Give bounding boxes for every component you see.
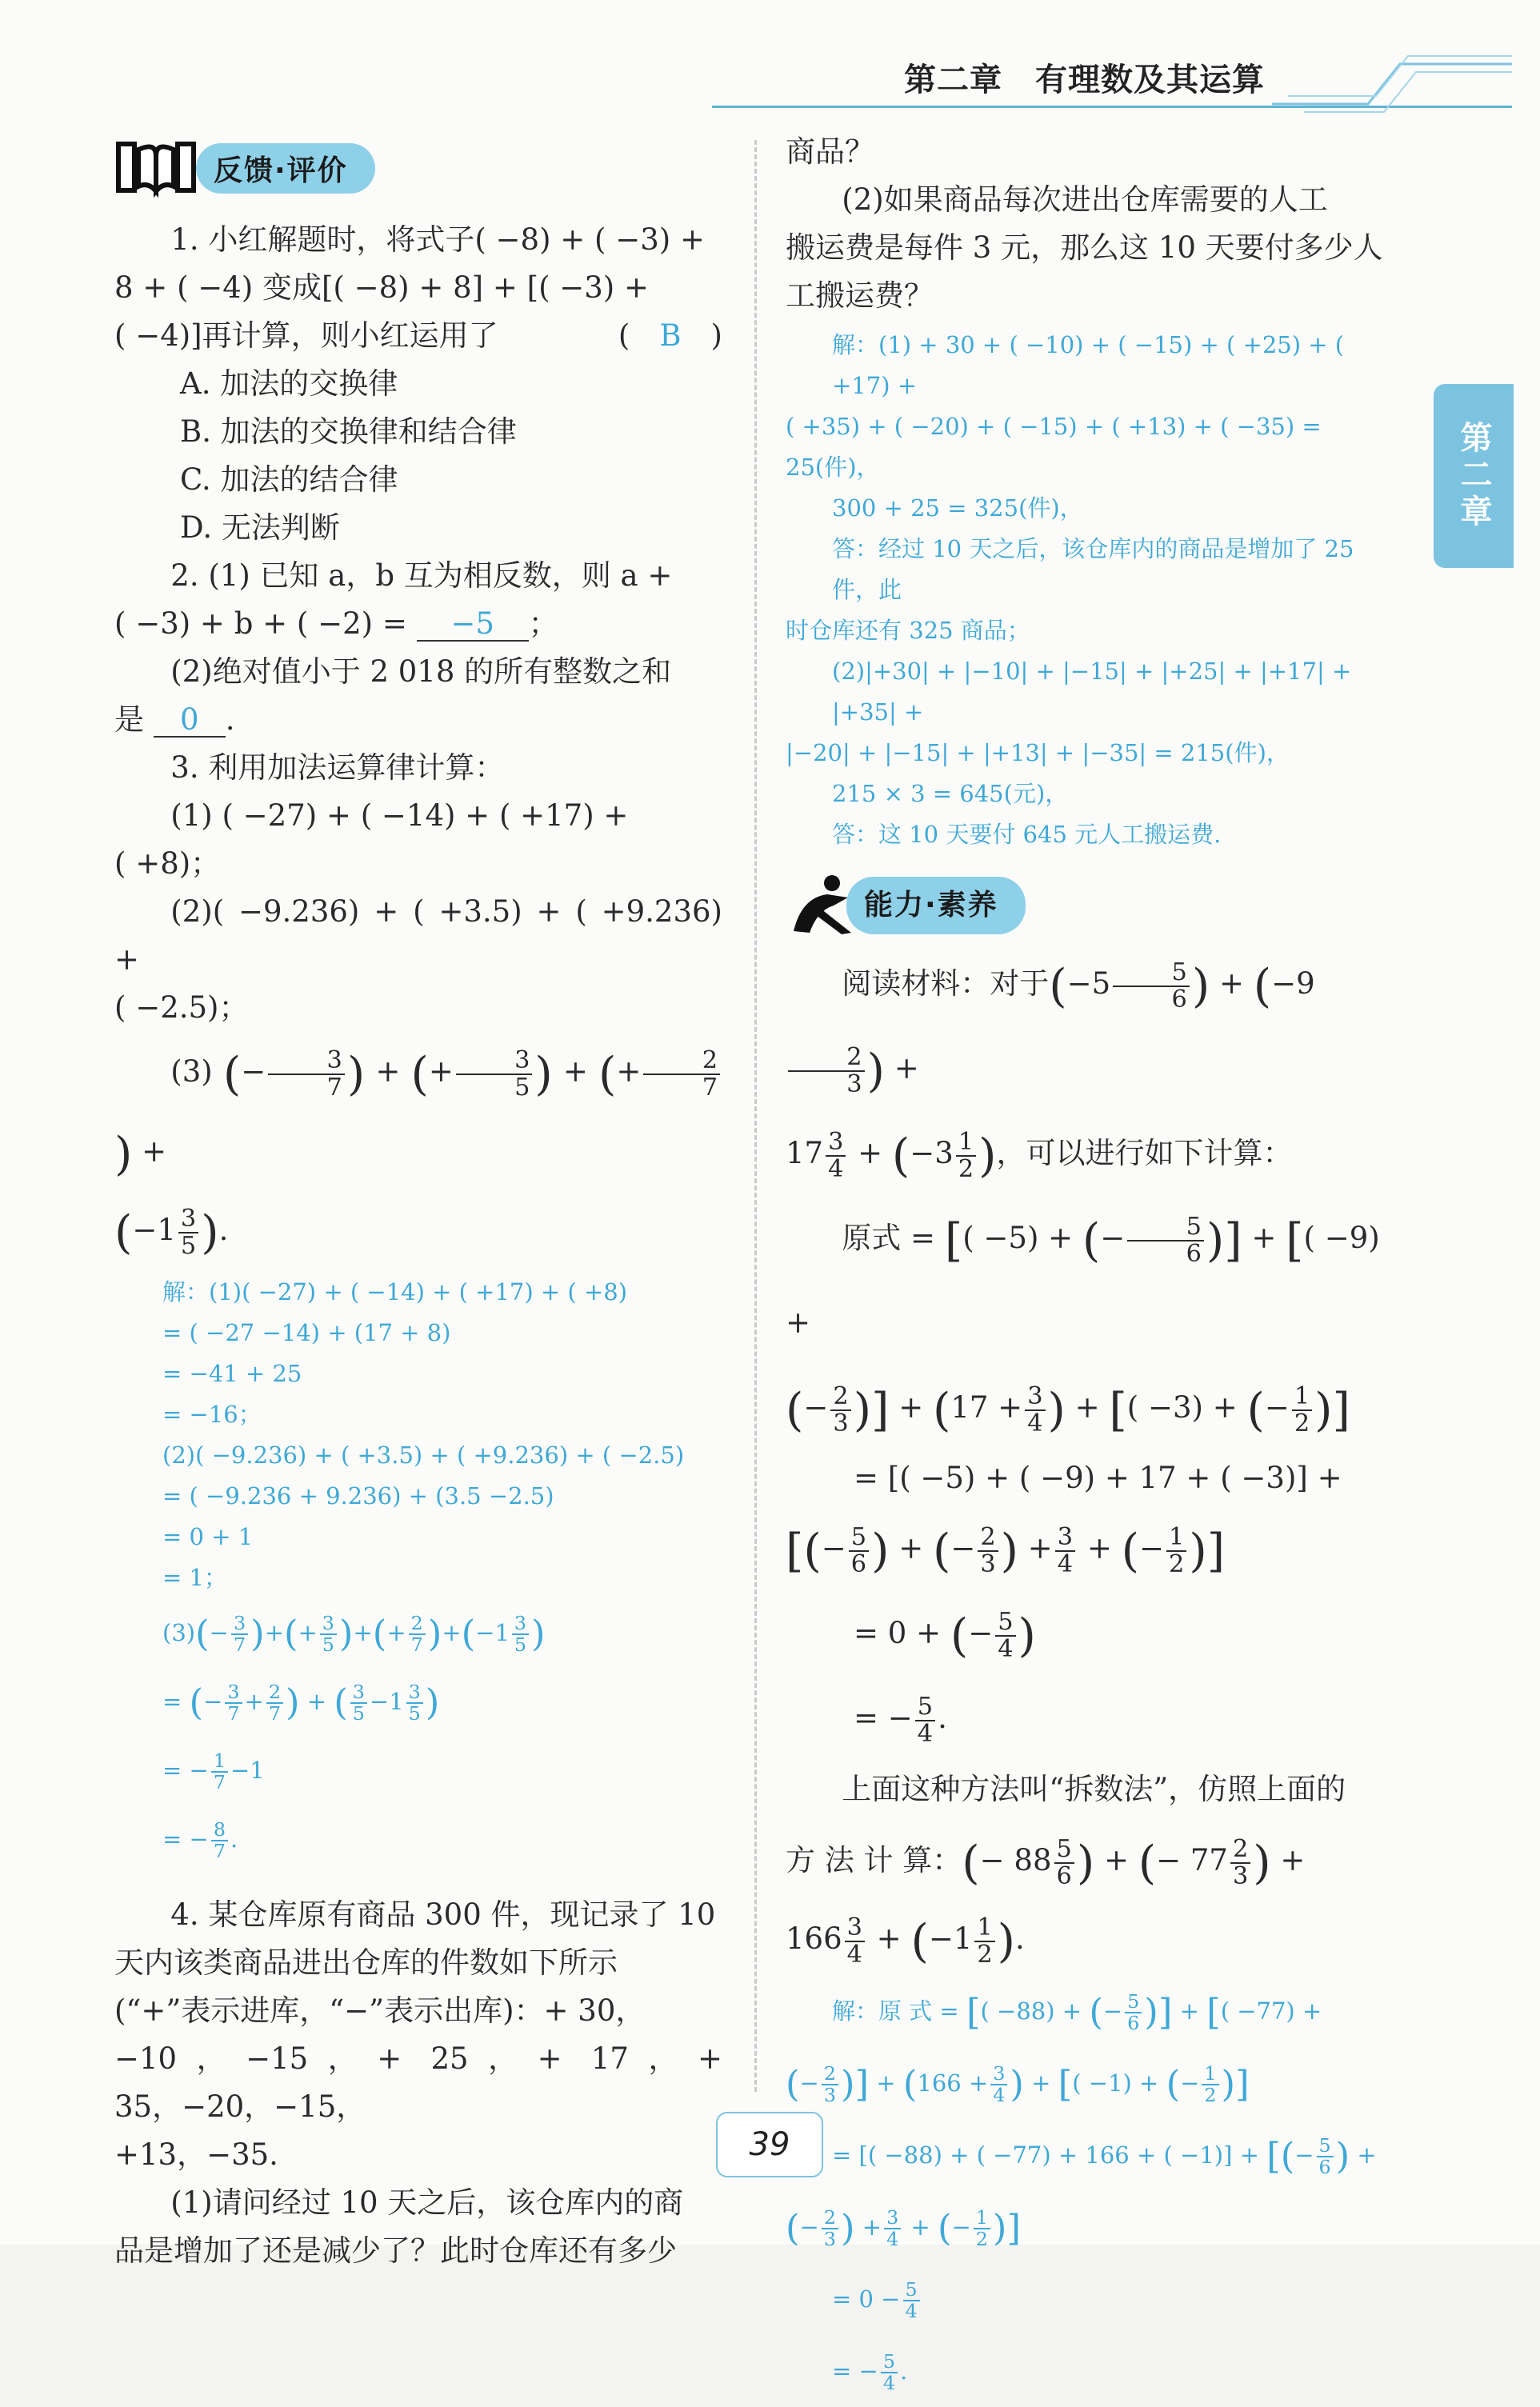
q3-sol-line: = −41 + 25	[162, 1360, 302, 1387]
q3-sol-line: = ( −27 −14) + (17 + 8)	[162, 1319, 451, 1346]
q4-line-6: (1)请问经过 10 天之后，该仓库内的商	[170, 2185, 684, 2220]
q3-part-2b: ( −2.5)；	[114, 990, 249, 1025]
reading-intro: 阅读材料：对于	[842, 966, 1050, 1001]
q4-sol-line: 答：经过 10 天之后，该仓库内的商品是增加了 25 件，此	[832, 535, 1354, 603]
q1-line-3-text: ( −4)]再计算，则小红运用了	[114, 318, 498, 353]
reading-note-1: 上面这种方法叫“拆数法”，仿照上面的	[842, 1772, 1346, 1806]
q2-line-1: 2. (1) 已知 a，b 互为相反数，则 a +	[170, 558, 673, 593]
reading-sol-line: = [( −88) + ( −77) + 166 + ( −1)] + [(− $\frac{5}{6}$ ) +	[832, 2134, 1377, 2178]
reading-line-5: = [( −5) + ( −9) + 17 + ( −3)] +	[854, 1461, 1342, 1495]
q4-line-7: 品是增加了还是减少了？此时仓库还有多少	[114, 2233, 677, 2268]
q1-option-c: C. 加法的结合律	[180, 462, 398, 497]
chapter-title: 第二章 有理数及其运算	[904, 62, 1265, 98]
q4-sol-line: 215 × 3 = 645(元)，	[832, 780, 1069, 807]
reading-note-2: 方 法 计 算：	[786, 1843, 962, 1877]
q3-sol-line: = 0 + 1	[162, 1523, 254, 1550]
q1-answer: B	[659, 318, 682, 353]
q3-sol-line: = ( −9.236 + 9.236) + (3.5 −2.5)	[162, 1482, 554, 1509]
q3-part-1b: ( +8)；	[114, 846, 221, 881]
q3-part-3a: (3) (− $\frac{3}{7}$ ) + (+ $\frac{3}{5}$ ) + (+ $\frac{2}{7}$ ) +	[114, 1032, 722, 1192]
reading-line-7: = 0 + (− $\frac{5}{4}$ )	[854, 1607, 1036, 1663]
left-column	[114, 216, 722, 2275]
q4-line-2: 天内该类商品进出仓库的件数如下所示	[114, 1945, 618, 1980]
q4-right-line-1: 商品？	[786, 134, 874, 169]
page-number: 39	[716, 2112, 823, 2177]
q4-sol-line: 300 + 25 = 325(件)，	[832, 494, 1083, 522]
q1-line-2: 8 + ( −4) 变成[( −8) + 8] + [( −3) +	[114, 270, 650, 305]
q1-answer-bracket: ( B )	[618, 318, 722, 353]
reading-line-2: 17 $\frac{3}{4}$ + (−3 $\frac{1}{2}$ )，可以进行如下计算：	[786, 1127, 1293, 1183]
q3-sol-line: = (− $\frac{3}{7}$ + $\frac{2}{7}$ ) + ( $\frac{3}{5}$ −1 $\frac{3}{5}$ )	[162, 1681, 440, 1725]
q4-solution	[786, 325, 1394, 855]
q3-sol-line: = 1；	[162, 1564, 227, 1591]
reading-line-6: [(− $\frac{5}{6}$ ) + (− $\frac{2}{3}$ ) + $\frac{3}{4}$ + (− $\frac{1}{2}$ )]	[786, 1522, 1226, 1578]
q3-part-3b: (−1 $\frac{3}{5}$ ).	[114, 1204, 229, 1260]
q1-option-d: D. 无法判断	[180, 510, 340, 545]
q3-sol-line: (3)(− $\frac{3}{7}$ )+(+ $\frac{3}{5}$ )+(+ $\frac{2}{7}$ )+(−1 $\frac{3}{5}$ )	[162, 1612, 546, 1656]
q2-answer-2: 0	[154, 704, 226, 738]
q4-right-line-2: (2)如果商品每次进出仓库需要的人工	[842, 182, 1328, 217]
q1-line-1: 1. 小红解题时，将式子( −8) + ( −3) +	[170, 222, 705, 257]
reading-sol-prefix: 解：原 式 =	[832, 1997, 959, 2025]
q2-line-2-text: ( −3) + b + ( −2) =	[114, 606, 407, 641]
reading-sol-line: (− $\frac{2}{3}$ ) + $\frac{3}{4}$ + (− $\frac{1}{2}$ )]	[786, 2206, 1022, 2250]
column-divider	[754, 140, 757, 2092]
header-decoration	[1272, 48, 1512, 112]
q4-sol-line: 时仓库还有 325 商品；	[786, 617, 1030, 644]
q3-sol-line: = −16；	[162, 1401, 262, 1428]
reading-line-11: 166 $\frac{3}{4}$ + (−1 $\frac{1}{2}$ ).	[786, 1913, 1025, 1969]
q4-line-1: 4. 某仓库原有商品 300 件，现记录了 10	[170, 1897, 716, 1932]
reading-method: ，可以进行如下计算：	[996, 1136, 1293, 1170]
q4-line-3: (“+”表示进库，“−”表示出库)：+ 30，	[114, 1993, 646, 2028]
reading-sol-line: (− $\frac{2}{3}$ )] + (166 + $\frac{3}{4}$ ) + [( −1) + (− $\frac{1}{2}$ )]	[786, 2062, 1250, 2106]
reading-line-8: = − $\frac{5}{4}$ .	[854, 1692, 947, 1748]
section-ability-title: 能力·素养	[846, 877, 1026, 934]
q3-sol-line: = − $\frac{1}{7}$ −1	[162, 1749, 265, 1793]
reading-sol-line: = − $\frac{5}{4}$ .	[832, 2350, 908, 2394]
right-column	[786, 128, 1394, 2407]
reading-sol-line: = 0 − $\frac{5}{4}$	[786, 2263, 1394, 2335]
reading-line-4: (− $\frac{2}{3}$ )] + (17 + $\frac{3}{4}$ ) + [( −3) + (− $\frac{1}{2}$ )]	[786, 1381, 1350, 1437]
q3-solution	[162, 1272, 722, 1873]
q4-line-4: −10，−15，+ 25，+ 17，+ 35，−20，−15，	[114, 2041, 722, 2124]
q3-part-2a: (2)( −9.236) + ( +3.5) + ( +9.236) +	[114, 894, 722, 977]
q3-line-1: 3. 利用加法运算律计算：	[170, 750, 505, 785]
q3-sol-line: 解：(1)( −27) + ( −14) + ( +17) + ( +8)	[162, 1278, 628, 1305]
q4-line-5: +13，−35.	[114, 2137, 278, 2172]
section-feedback-title: 反馈·评价	[196, 143, 375, 194]
q4-sol-line: 解：(1) + 30 + ( −10) + ( −15) + ( +25) + ( +17) +	[832, 331, 1345, 399]
section-feedback-header	[116, 142, 375, 194]
q2-line-3: (2)绝对值小于 2 018 的所有整数之和	[170, 654, 672, 689]
reading-sol-line: 解：原 式 = [( −88) + (− $\frac{5}{6}$ )] + [( −77) +	[832, 1990, 1322, 2034]
q3-sol-line: = − $\frac{8}{7}$ .	[162, 1818, 238, 1862]
q4-sol-line: |−20| + |−15| + |+13| + |−35| = 215(件)，	[786, 739, 1290, 766]
q2-line-2: ( −3) + b + ( −2) = −5 ；	[114, 606, 558, 641]
q1-line-3	[114, 312, 722, 360]
reading-material	[786, 942, 1394, 1975]
reading-orig: 原式 =	[842, 1221, 936, 1255]
q4-right-line-3: 搬运费是每件 3 元，那么这 10 天要付多少人	[786, 230, 1383, 265]
reading-line-10: 方 法 计 算：(− 88 $\frac{5}{6}$ ) + (− 77 $\frac{2}{3}$ ) +	[786, 1834, 1306, 1890]
reading-solution	[786, 1975, 1394, 2407]
q2-line-4: 是 0 .	[114, 702, 235, 737]
reading-line-3: 原式 = [( −5) + (− $\frac{5}{6}$ )] + [( −9) +	[786, 1212, 1380, 1340]
section-ability-header	[786, 870, 1394, 942]
q3-part-1a: (1) ( −27) + ( −14) + ( +17) +	[170, 798, 629, 833]
book-icon	[116, 140, 196, 196]
q4-right-line-4: 工搬运费？	[786, 278, 934, 313]
q4-sol-line: 答：这 10 天要付 645 元人工搬运费.	[832, 821, 1222, 848]
q1-option-a: A. 加法的交换律	[180, 366, 398, 401]
chapter-side-tab: 第二章	[1434, 384, 1514, 568]
q4-sol-line: ( +35) + ( −20) + ( −15) + ( +13) + ( −35) = 25(件)，	[786, 413, 1322, 481]
q4-sol-line: (2)|+30| + |−10| + |−15| + |+25| + |+17| + |+35| +	[832, 658, 1352, 726]
q2-line-4-text: 是	[114, 702, 144, 737]
q3-part-3-prefix: (3)	[170, 1054, 213, 1089]
q1-option-b: B. 加法的交换律和结合律	[180, 414, 517, 449]
q2-answer-1: −5	[417, 608, 529, 642]
reading-line-1: 阅读材料：对于(−5 $\frac{5}{6}$ ) + (−9 $\frac{2}{3}$ ) +	[786, 942, 1394, 1111]
q3-sol-line: (2)( −9.236) + ( +3.5) + ( +9.236) + ( −2.5)	[162, 1441, 685, 1469]
